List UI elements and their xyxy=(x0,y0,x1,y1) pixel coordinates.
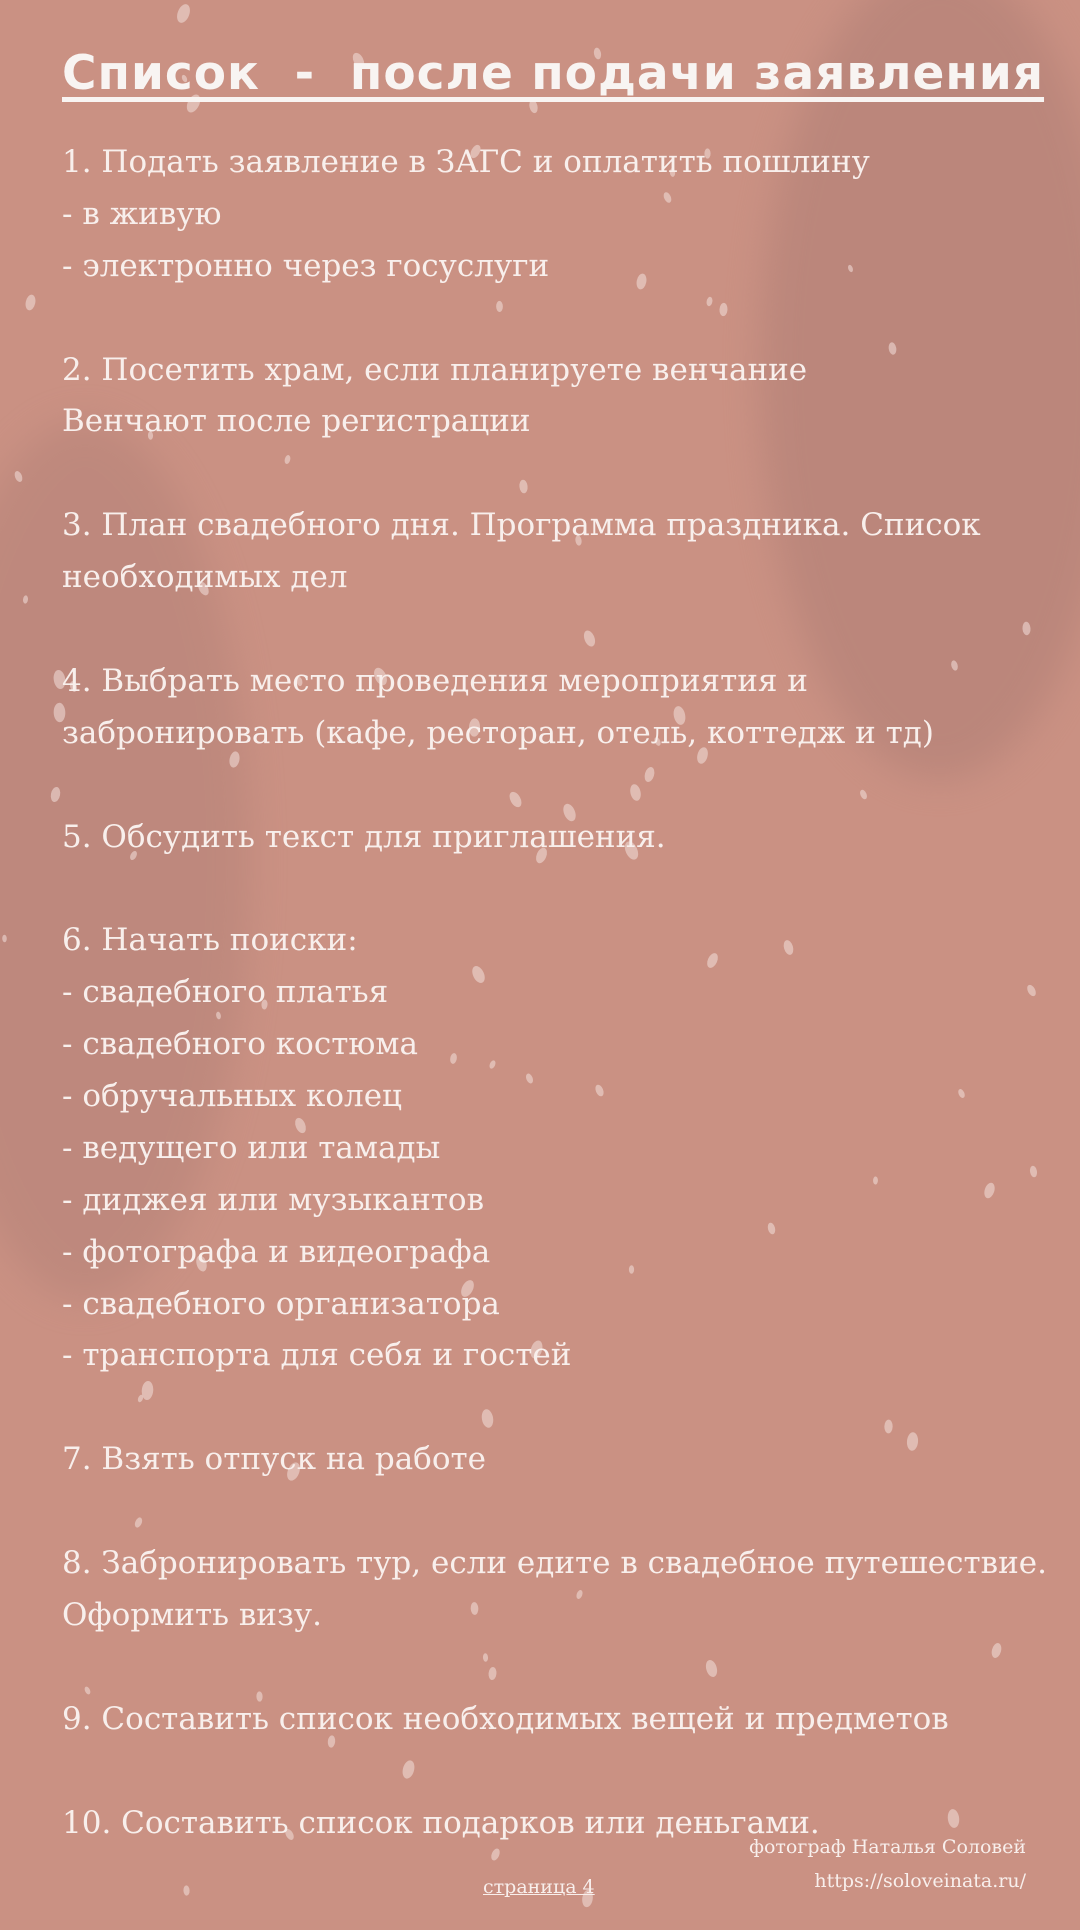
checklist-line: необходимых дел xyxy=(62,559,348,596)
blank-line xyxy=(62,760,1042,812)
checklist-line: - диджея или музыкантов xyxy=(62,1181,485,1218)
checklist-line: 9. Составить список необходимых вещей и предметов xyxy=(62,1700,949,1737)
checklist-line: 4. Выбрать место проведения мероприятия и xyxy=(62,662,808,699)
checklist-line: 8. Забронировать тур, если едите в свадебное путешествие. xyxy=(62,1545,1047,1582)
blank-line xyxy=(62,1642,1042,1694)
confetti-dot xyxy=(489,1847,501,1861)
confetti-dot xyxy=(22,595,28,604)
photographer-name: фотограф Наталья Соловей xyxy=(749,1836,1026,1858)
checklist-line: Венчают после регистрации xyxy=(62,403,531,440)
page-title: Список - после подачи заявления xyxy=(62,46,1045,101)
checklist-line: 1. Подать заявление в ЗАГС и оплатить пошлину xyxy=(62,144,870,180)
checklist-line: 7. Взять отпуск на работе xyxy=(62,1441,487,1478)
blank-line xyxy=(62,863,1042,915)
checklist-line: - в живую xyxy=(62,195,222,232)
blank-line xyxy=(62,1382,1042,1434)
checklist-line: 2. Посетить храм, если планируете венчание xyxy=(62,351,808,388)
checklist-line: - электронно через госуслуги xyxy=(62,247,550,284)
checklist-line: Оформить визу. xyxy=(62,1596,322,1633)
confetti-dot xyxy=(183,1885,190,1896)
checklist-line: - фотографа и видеографа xyxy=(62,1233,491,1270)
checklist-line: - ведущего или тамады xyxy=(62,1129,441,1166)
blank-line xyxy=(62,1486,1042,1538)
checklist-line: 10. Составить список подарков или деньгами. xyxy=(62,1804,820,1841)
checklist-line: 5. Обсудить текст для приглашения. xyxy=(62,818,666,855)
confetti-dot xyxy=(174,2,192,24)
checklist-line: забронировать (кафе, ресторан, отель, коттедж и тд) xyxy=(62,714,934,751)
website-link[interactable]: https://soloveinata.ru/ xyxy=(814,1870,1026,1892)
checklist-line: 3. План свадебного дня. Программа праздника. Список xyxy=(62,507,981,544)
checklist-line: - свадебного костюма xyxy=(62,1026,418,1063)
blank-line xyxy=(62,448,1042,500)
checklist-line: 6. Начать поиски: xyxy=(62,922,358,959)
page-number-link[interactable]: страница 4 xyxy=(483,1876,595,1898)
checklist xyxy=(62,137,1047,1849)
checklist-line: - свадебного платья xyxy=(62,974,389,1011)
blank-line xyxy=(62,604,1042,656)
checklist-line: - свадебного организатора xyxy=(62,1285,500,1322)
confetti-dot xyxy=(528,99,539,114)
checklist-line: - обручальных колец xyxy=(62,1078,402,1115)
blank-line xyxy=(62,1746,1042,1798)
confetti-dot xyxy=(24,294,37,312)
blank-line xyxy=(62,293,1042,345)
checklist-line: - транспорта для себя и гостей xyxy=(62,1337,572,1374)
